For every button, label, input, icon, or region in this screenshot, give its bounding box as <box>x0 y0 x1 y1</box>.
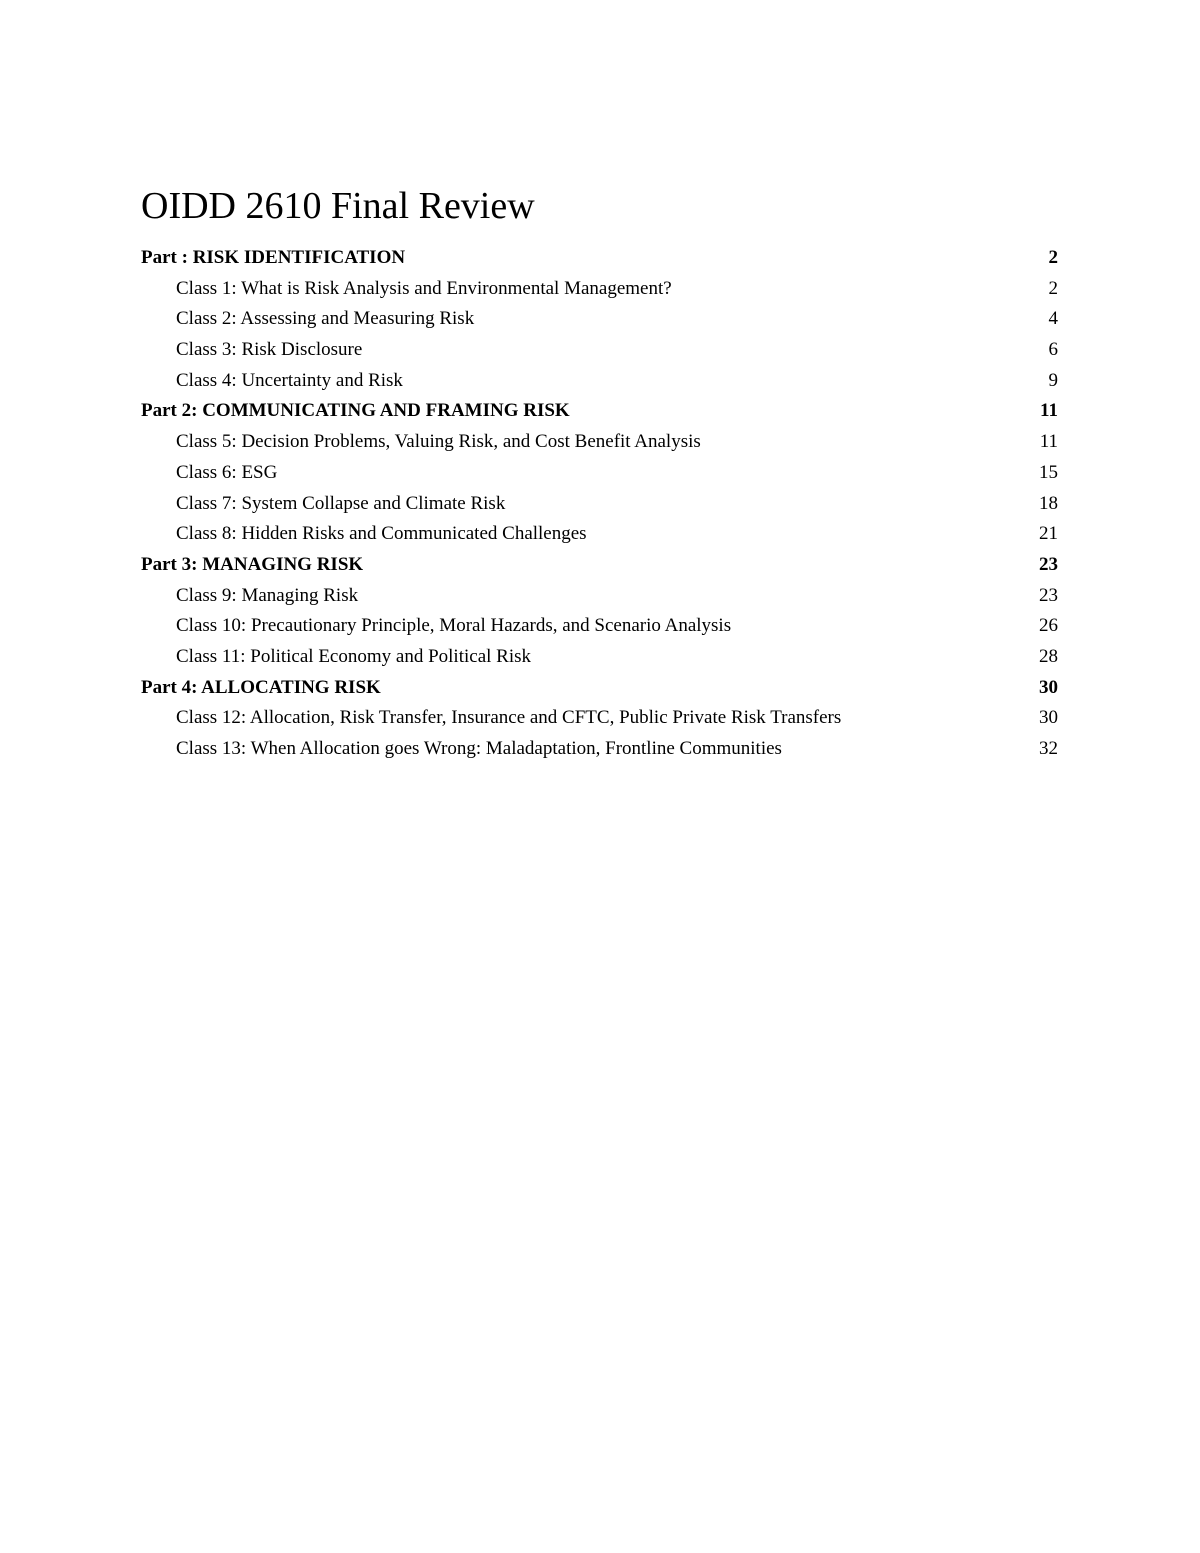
toc-entry-page-number: 21 <box>1039 523 1058 545</box>
toc-entry-label: Class 11: Political Economy and Political Risk <box>176 645 531 667</box>
toc-entry-page-number: 30 <box>1039 707 1058 729</box>
toc-entry-class[interactable] <box>141 581 1058 612</box>
toc-entry-class[interactable] <box>141 519 1058 550</box>
toc-entry-part[interactable] <box>141 243 1058 274</box>
toc-entry-label: Part 2: COMMUNICATING AND FRAMING RISK <box>141 400 570 422</box>
toc-entry-page-number: 2 <box>1048 247 1058 268</box>
toc-entry-class[interactable] <box>141 366 1058 397</box>
toc-entry-label: Class 2: Assessing and Measuring Risk <box>176 308 475 330</box>
toc-entry-page-number: 18 <box>1039 492 1058 514</box>
toc-entry-label: Class 7: System Collapse and Climate Risk <box>176 492 506 514</box>
toc-entry-label: Part 3: MANAGING RISK <box>141 553 364 575</box>
toc-entry-page-number: 2 <box>1048 277 1058 299</box>
toc-entry-page-number: 23 <box>1039 553 1058 575</box>
toc-entry-class[interactable] <box>141 642 1058 673</box>
toc-entry-label: Class 1: What is Risk Analysis and Environmental Management? <box>176 277 672 299</box>
toc-entry-label: Class 10: Precautionary Principle, Moral Hazards, and Scenario Analysis <box>176 615 732 637</box>
toc-entry-class[interactable] <box>141 304 1058 335</box>
toc-entry-page-number: 9 <box>1048 369 1058 391</box>
toc-entry-label: Class 3: Risk Disclosure <box>176 339 363 361</box>
toc-entry-class[interactable] <box>141 335 1058 366</box>
toc-entry-part[interactable] <box>141 673 1058 704</box>
toc-entry-page-number: 26 <box>1039 615 1058 637</box>
toc-entry-label: Class 6: ESG <box>176 461 278 483</box>
toc-entry-page-number: 30 <box>1039 676 1058 698</box>
toc-entry-class[interactable] <box>141 611 1058 642</box>
toc-entry-label: Class 4: Uncertainty and Risk <box>176 369 403 391</box>
toc-entry-page-number: 4 <box>1048 308 1058 330</box>
table-of-contents <box>141 243 1058 765</box>
toc-entry-class[interactable] <box>141 489 1058 520</box>
toc-entry-page-number: 23 <box>1039 584 1058 606</box>
toc-entry-label: Class 8: Hidden Risks and Communicated Challenges <box>176 523 587 545</box>
toc-entry-page-number: 15 <box>1039 461 1058 483</box>
toc-entry-class[interactable] <box>141 427 1058 458</box>
toc-entry-part[interactable] <box>141 550 1058 581</box>
toc-entry-page-number: 11 <box>1039 431 1058 453</box>
toc-entry-class[interactable] <box>141 458 1058 489</box>
toc-entry-label: Part : RISK IDENTIFICATION <box>141 247 406 268</box>
toc-entry-part[interactable] <box>141 396 1058 427</box>
toc-entry-class[interactable] <box>141 703 1058 734</box>
toc-entry-label: Part 4: ALLOCATING RISK <box>141 676 381 698</box>
toc-entry-page-number: 32 <box>1039 738 1058 759</box>
toc-entry-label: Class 13: When Allocation goes Wrong: Maladaptation, Frontline Communities <box>176 738 782 759</box>
toc-entry-class[interactable] <box>141 734 1058 765</box>
toc-entry-page-number: 11 <box>1040 400 1058 422</box>
toc-entry-class[interactable] <box>141 274 1058 305</box>
toc-entry-page-number: 6 <box>1048 339 1058 361</box>
toc-entry-label: Class 12: Allocation, Risk Transfer, Insurance and CFTC, Public Private Risk Transfers <box>176 707 842 729</box>
document-title: OIDD 2610 Final Review <box>141 185 535 227</box>
toc-entry-label: Class 5: Decision Problems, Valuing Risk, and Cost Benefit Analysis <box>176 431 701 453</box>
toc-entry-page-number: 28 <box>1039 645 1058 667</box>
toc-entry-label: Class 9: Managing Risk <box>176 584 359 606</box>
